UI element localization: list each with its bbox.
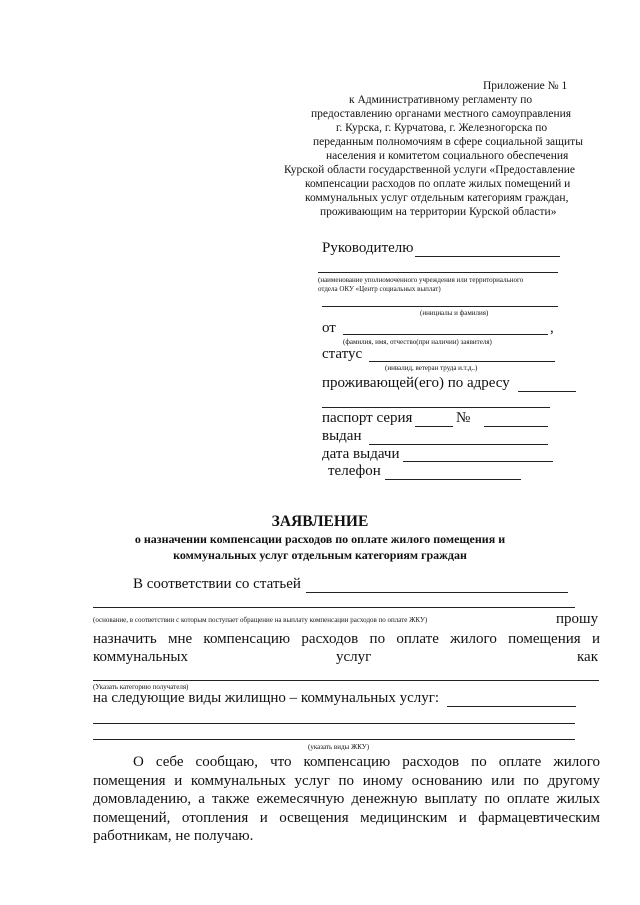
request-word-2: услуг: [336, 649, 372, 665]
appendix-line-3: предоставлению органами местного самоуправления: [311, 108, 572, 120]
statement-subtitle-2: коммунальных услуг отдельным категориям граждан: [173, 548, 467, 562]
institution-hint-2: отдела ОКУ «Центр социальных выплат): [318, 285, 441, 293]
article-field[interactable]: [306, 592, 568, 593]
statement-subtitle-1: о назначении компенсации расходов по оплате жилого помещения и: [134, 532, 506, 546]
category-field[interactable]: [93, 680, 599, 681]
services-hint: (указать виды ЖКУ): [308, 743, 370, 751]
services-label: на следующие виды жилищно – коммунальных услуг:: [93, 690, 440, 706]
appendix-line-4: г. Курска, г. Курчатова, г. Железногорска по: [336, 122, 548, 134]
phone-field[interactable]: [385, 479, 521, 480]
status-label: статус: [322, 346, 363, 362]
from-comma: ,: [550, 320, 554, 336]
passport-series-field[interactable]: [415, 426, 453, 427]
status-hint: (инвалид, ветеран труда и.т.д..): [385, 364, 478, 372]
appendix-line-9: коммунальных услуг отдельным категориям граждан,: [305, 192, 569, 204]
issue-date-label: дата выдачи: [322, 446, 400, 462]
article-field-2[interactable]: [93, 607, 575, 608]
applicant-name-field[interactable]: [343, 334, 548, 335]
request-word-1: коммунальных: [93, 649, 188, 665]
initials-hint: (инициалы и фамилия): [420, 309, 489, 317]
initials-field[interactable]: [322, 306, 558, 307]
issue-date-field[interactable]: [403, 461, 553, 462]
declaration-paragraph: О себе сообщаю, что компенсацию расходов по оплате жилого помещения и коммунальных услуг по иному основанию или по другому домовладению, а также ежемесячную денежную выплату по оплате жилых помещений, отопления и освещения медицинским и фармацевтическим работникам, не получаю.: [93, 754, 600, 844]
from-label: от: [322, 320, 336, 336]
issued-field[interactable]: [369, 444, 548, 445]
appendix-line-7: Курской области государственной услуги «Предоставление: [284, 164, 575, 176]
category-hint: (Указать категорию получателя): [93, 683, 189, 691]
appendix-line-10: проживающим на территории Курской области»: [320, 206, 557, 218]
passport-number-label: №: [456, 410, 471, 426]
status-field[interactable]: [369, 361, 555, 362]
request-word-3: как: [577, 649, 599, 665]
applicant-name-hint: (фамилия, имя, отчество(при наличии) заявителя): [343, 338, 492, 346]
services-field-2[interactable]: [93, 723, 575, 724]
statement-title: ЗАЯВЛЕНИЕ: [271, 513, 369, 530]
institution-field[interactable]: [318, 272, 558, 273]
phone-label: телефон: [328, 463, 381, 479]
appendix-line-1: Приложение № 1: [483, 80, 568, 92]
head-label: Руководителю: [322, 240, 414, 256]
address-field-2[interactable]: [322, 407, 550, 408]
appendix-line-6: населения и комитетом социального обеспечения: [326, 150, 569, 162]
article-label: В соответствии со статьей: [133, 576, 301, 592]
appendix-line-8: компенсации расходов по оплате жилых помещений и: [305, 178, 571, 190]
appendix-line-5: переданным полномочиям в сфере социальной защиты: [313, 136, 583, 148]
appendix-line-2: к Административному регламенту по: [349, 94, 533, 106]
head-name-field[interactable]: [415, 256, 560, 257]
institution-hint-1: (наименование уполномоченного учреждения или территориального: [318, 276, 524, 284]
passport-label: паспорт серия: [322, 410, 413, 426]
issued-label: выдан: [322, 428, 362, 444]
address-field-1[interactable]: [518, 391, 576, 392]
services-field-1[interactable]: [447, 706, 576, 707]
passport-number-field[interactable]: [484, 426, 548, 427]
services-field-3[interactable]: [93, 739, 575, 740]
prosh-word: прошу: [556, 611, 599, 627]
basis-hint: (основание, в соответствии с которым поступает обращение на выплату компенсации расходов по оплате ЖКУ): [93, 616, 428, 624]
address-label: проживающей(его) по адресу: [322, 375, 510, 391]
request-line-1: назначить мне компенсацию расходов по оплате жилого помещения и: [93, 631, 600, 647]
